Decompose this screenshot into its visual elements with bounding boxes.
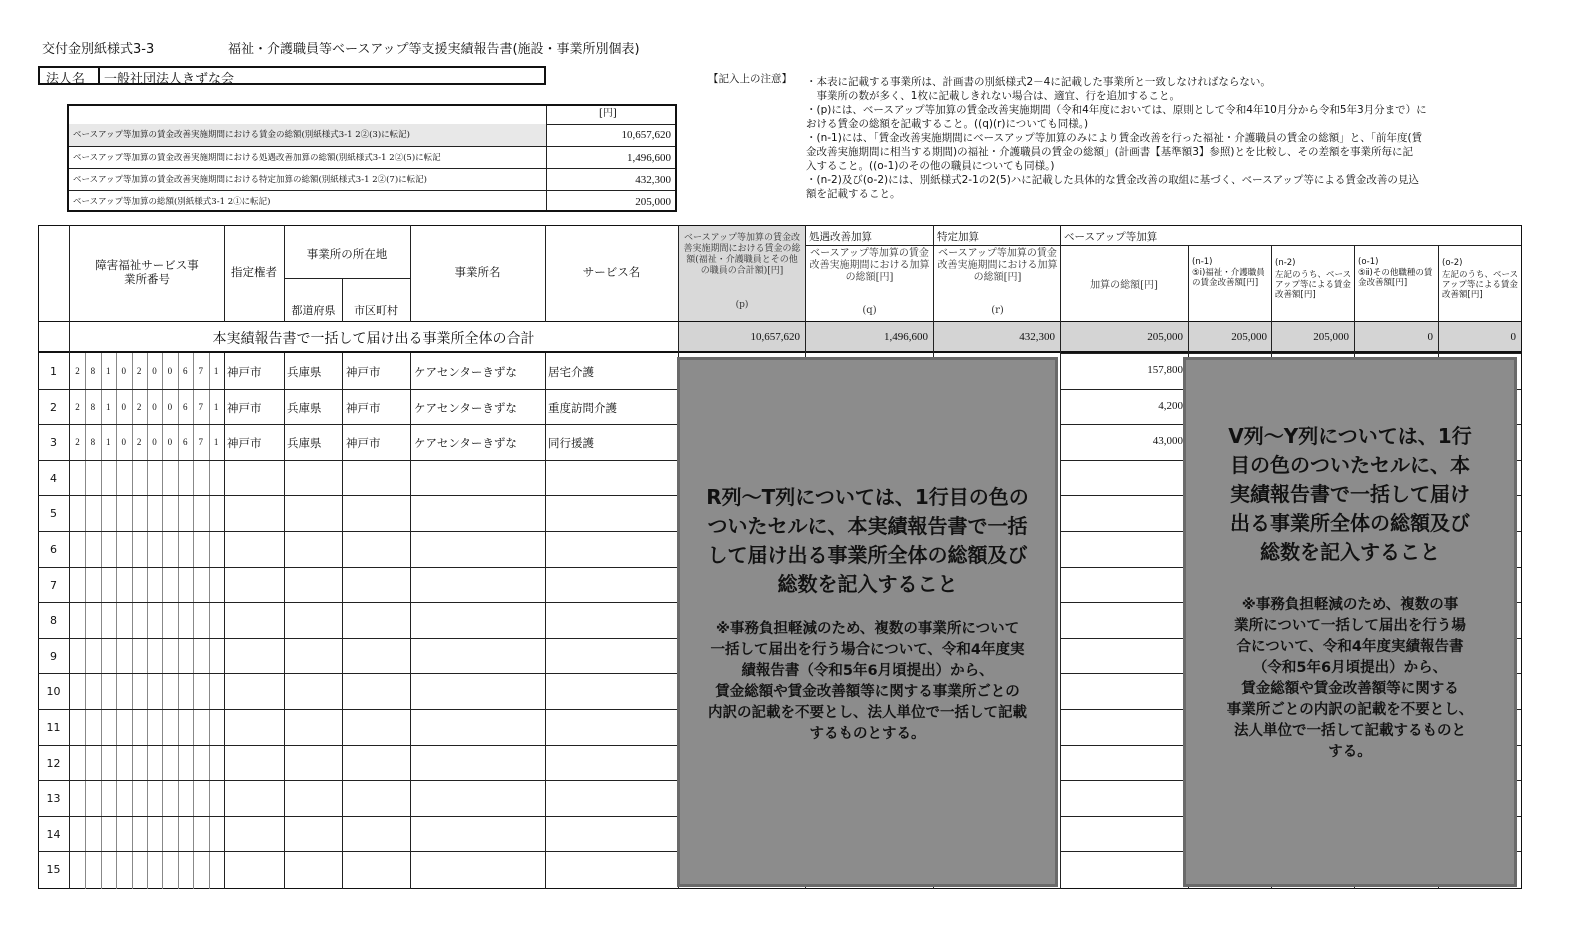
service-number-digit[interactable]: 1 xyxy=(106,437,111,448)
row-number: 8 xyxy=(50,614,57,628)
prefecture-cell[interactable]: 兵庫県 xyxy=(287,436,322,451)
header-n2: 左記のうち、ベースアップ等による賃金改善額[円] xyxy=(1275,270,1352,300)
note-line: 金改善実施期間に相当する期間)の福祉・介護職員の賃金の総額」(計画書【基準額3】参照)とを比較し、その差額を事業所毎に記 xyxy=(806,146,1413,158)
summary-value-3: 432,300 xyxy=(635,174,671,186)
service-number-digit[interactable]: 2 xyxy=(75,401,80,412)
table-row xyxy=(38,673,678,709)
table-row xyxy=(38,531,678,567)
header-r-code: (r) xyxy=(991,305,1004,316)
service-number-digit[interactable]: 2 xyxy=(75,437,80,448)
header-n2-code: (n-2) xyxy=(1275,258,1296,268)
total-n1[interactable]: 205,000 xyxy=(1231,331,1267,343)
overlay-left-sub-line: 賃金総額や賃金改善額等に関する事業所ごとの xyxy=(715,684,1020,700)
service-number-digit[interactable]: 7 xyxy=(198,401,203,412)
total-r[interactable]: 432,300 xyxy=(1019,331,1055,343)
total-p[interactable]: 10,657,620 xyxy=(750,331,800,343)
designator-cell[interactable]: 神戸市 xyxy=(227,365,262,379)
row-number: 1 xyxy=(50,365,57,378)
header-o2-code: (o-2) xyxy=(1442,258,1463,268)
row-number: 7 xyxy=(50,578,57,592)
note-line: ・本表に記載する事業所は、計画書の別紙様式2－4に記載した事業所と一致しなければならない。 xyxy=(806,76,1271,88)
service-number-digit[interactable]: 1 xyxy=(106,366,111,376)
header-city: 市区町村 xyxy=(354,304,398,317)
service-number-digit[interactable]: 8 xyxy=(90,401,96,412)
total-o2[interactable]: 0 xyxy=(1510,331,1516,343)
service-name-cell[interactable]: 重度訪問介護 xyxy=(548,400,617,415)
header-prefecture: 都道府県 xyxy=(291,304,336,317)
city-cell[interactable]: 神戸市 xyxy=(346,436,381,451)
summary-label-4: ベースアップ等加算の総額(別紙様式3-1 2①に転記) xyxy=(73,197,271,207)
header-q-group: 処遇改善加算 xyxy=(809,231,872,243)
total-row-label: 本実績報告書で一括して届け出る事業所全体の合計 xyxy=(212,331,535,347)
corp-name-field[interactable] xyxy=(38,66,546,85)
overlay-left-main-line: ついたセルに、本実績報告書で一括 xyxy=(707,514,1028,538)
row-number: 2 xyxy=(50,400,57,414)
header-service-number: 障害福祉サービス事業所番号 xyxy=(95,258,199,286)
city-cell[interactable]: 神戸市 xyxy=(346,365,381,379)
table-row xyxy=(38,638,678,674)
service-number-digit[interactable]: 6 xyxy=(183,401,188,412)
summary-value-4: 205,000 xyxy=(635,196,671,208)
note-line: ・(p)には、ベースアップ等加算の賃金改善実施期間（令和4年度においては、原則として令和4年10月分から令和5年3月分まで）に xyxy=(806,104,1427,116)
service-number-digit[interactable]: 1 xyxy=(213,401,219,412)
header-n1: ⑤ⅰ)福祉・介護職員の賃金改善額[円] xyxy=(1192,268,1265,288)
note-line: 事業所の数が多く、1枚に記載しきれない場合は、適宜、行を追加すること。 xyxy=(806,90,1180,102)
service-number-digit[interactable]: 8 xyxy=(90,437,96,448)
row-number: 6 xyxy=(50,543,57,556)
total-bu[interactable]: 205,000 xyxy=(1147,331,1183,343)
header-bu-group: ベースアップ等加算 xyxy=(1064,231,1158,243)
header-bu-total: 加算の総額[円] xyxy=(1090,280,1158,291)
overlay-right-sub-line: 法人単位で一括して記載するものと xyxy=(1234,723,1466,739)
overlay-left-sub-line: するものとする。 xyxy=(809,726,926,742)
summary-label-1: ベースアップ等加算の賃金改善実施期間における賃金の総額(別紙様式3-1 2②(3)に転記) xyxy=(73,130,410,140)
note-line: ・(n-1)には、「賃金改善実施期間にベースアップ等加算のみにより賃金改善を行った福祉・介護職員の賃金の総額」と、「前年度(賃 xyxy=(806,132,1423,144)
note-overlay-right xyxy=(1183,357,1517,887)
service-name-cell[interactable]: 居宅介護 xyxy=(548,365,594,379)
overlay-left-main-line: 総数を記入すること xyxy=(777,572,958,596)
header-p-code: (p) xyxy=(735,300,749,310)
table-row xyxy=(38,495,678,531)
designator-cell[interactable]: 神戸市 xyxy=(227,436,262,451)
service-number-digit[interactable]: 1 xyxy=(213,366,219,376)
total-o1[interactable]: 0 xyxy=(1427,331,1433,343)
table-row xyxy=(38,460,678,496)
service-number-digit[interactable]: 6 xyxy=(183,437,188,448)
note-line: おける賃金の総額を記載すること。((q)(r)についても同様。) xyxy=(806,118,1089,130)
table-row xyxy=(38,851,678,887)
prefecture-cell[interactable]: 兵庫県 xyxy=(287,400,322,415)
service-number-digit[interactable]: 7 xyxy=(198,437,203,448)
prefecture-cell[interactable]: 兵庫県 xyxy=(287,365,322,379)
overlay-right-sub-line: 合について、令和4年度実績報告書 xyxy=(1236,639,1464,655)
service-number-digit[interactable]: 0 xyxy=(152,366,157,376)
table-row xyxy=(38,745,678,781)
summary-value-1: 10,657,620 xyxy=(621,129,671,141)
header-o2: 左記のうち、ベースアップ等による賃金改善額[円] xyxy=(1442,270,1519,300)
service-number-digit[interactable]: 8 xyxy=(90,366,96,376)
row-number: 15 xyxy=(46,863,61,877)
overlay-left-sub-line: ※事務負担軽減のため、複数の事業所について xyxy=(715,621,1020,637)
overlay-left-main-line: R列～T列については、1行目の色の xyxy=(706,485,1029,509)
overlay-right-sub-line: 賃金総額や賃金改善額等に関する xyxy=(1241,681,1459,697)
service-number-digit[interactable]: 1 xyxy=(106,401,111,412)
overlay-right-main-line: V列～Y列については、1行 xyxy=(1228,424,1472,448)
row-number: 12 xyxy=(46,756,61,770)
bu-total-cell[interactable]: 43,000 xyxy=(1152,435,1183,448)
table-row xyxy=(38,709,678,745)
page-title: 福祉・介護職員等ベースアップ等支援実績報告書(施設・事業所別個表) xyxy=(228,42,640,57)
note-line: 入すること。((o-1)のその他の職員についても同様。) xyxy=(806,160,1055,172)
overlay-right-sub-line: 事業所ごとの内訳の記載を不要とし、 xyxy=(1226,702,1474,718)
row-number: 13 xyxy=(46,792,61,806)
overlay-right-sub-line: する。 xyxy=(1328,744,1372,760)
service-name-cell[interactable]: 同行援護 xyxy=(548,436,594,451)
summary-label-2: ベースアップ等加算の賃金改善実施期間における処遇改善加算の総額(別紙様式3-1 2②(5)に転記 xyxy=(73,153,441,163)
service-number-digit[interactable]: 2 xyxy=(136,366,142,376)
header-location: 事業所の所在地 xyxy=(306,247,388,261)
notes-block xyxy=(806,75,1427,201)
service-number-digit[interactable]: 2 xyxy=(136,437,142,448)
row-number: 14 xyxy=(46,827,61,841)
header-o1: ⑤ⅱ)その他職種の賃金改善額[円] xyxy=(1358,268,1433,288)
total-n2[interactable]: 205,000 xyxy=(1313,331,1349,343)
office-name-cell[interactable]: ケアセンターきずな xyxy=(414,436,517,451)
service-number-digit[interactable]: 2 xyxy=(136,401,142,412)
header-p: ベースアップ等加算の賃金改善実施期間における賃金の総額(福祉・介護職員とその他の職員の合計額)[円] xyxy=(683,233,801,276)
row-number: 11 xyxy=(46,721,61,734)
form-id: 交付金別紙様式3-3 xyxy=(42,42,155,57)
overlay-right-sub-line: 業所について一括して届出を行う場 xyxy=(1234,618,1466,634)
notes-label: 【記入上の注意】 xyxy=(708,73,792,85)
overlay-left-main-line: して届け出る事業所全体の総額及び xyxy=(707,543,1028,567)
service-number-digit[interactable]: 2 xyxy=(75,366,80,376)
header-service-name: サービス名 xyxy=(582,265,641,279)
table-row xyxy=(38,780,678,816)
service-number-digit[interactable]: 0 xyxy=(121,366,126,376)
overlay-right-main-line: 総数を記入すること xyxy=(1260,540,1440,564)
note-overlay-left xyxy=(677,357,1058,887)
overlay-right-main-line: 実績報告書で一括して届け xyxy=(1230,482,1470,506)
table-row xyxy=(38,567,678,603)
total-q[interactable]: 1,496,600 xyxy=(884,331,928,343)
bu-total-cell[interactable]: 157,800 xyxy=(1147,364,1183,376)
header-office-name: 事業所名 xyxy=(454,265,501,279)
table-row xyxy=(38,816,678,852)
service-number-digit[interactable]: 0 xyxy=(121,401,126,412)
row-number: 5 xyxy=(50,507,57,521)
header-q: ベースアップ等加算の賃金改善実施期間における加算の総額[円] xyxy=(809,248,930,283)
corp-name: 一般社団法人きずな会 xyxy=(104,72,235,87)
note-line: ・(n-2)及び(o-2)には、別紙様式2-1の2(5)ハに記載した具体的な賃金改善の取組に基づく、ベースアップ等による賃金改善の見込 xyxy=(806,174,1419,186)
row-number: 9 xyxy=(50,649,57,663)
overlay-right-sub-line: ※事務負担軽減のため、複数の事 xyxy=(1241,597,1459,613)
office-name-cell[interactable]: ケアセンターきずな xyxy=(414,365,517,379)
row-number: 4 xyxy=(50,471,57,485)
note-line: 額を記載すること。 xyxy=(806,188,901,200)
service-number-digit[interactable]: 0 xyxy=(167,401,173,412)
overlay-right-main-line: 出る事業所全体の総額及び xyxy=(1230,511,1470,535)
service-number-digit[interactable]: 6 xyxy=(183,366,188,376)
row-number: 3 xyxy=(50,436,57,450)
summary-value-2: 1,496,600 xyxy=(627,152,671,164)
summary-label-3: ベースアップ等加算の賃金改善実施期間における特定加算の総額(別紙様式3-1 2②(7)に転記) xyxy=(73,175,427,185)
row-number: 10 xyxy=(46,685,61,699)
table-row xyxy=(38,602,678,638)
overlay-right-sub-line: （令和5年6月頃提出）から、 xyxy=(1252,660,1448,676)
overlay-left-sub-line: 内訳の記載を不要とし、法人単位で一括して記載 xyxy=(708,705,1027,721)
header-q-code: (q) xyxy=(862,305,877,316)
service-number-digit[interactable]: 0 xyxy=(152,401,157,412)
service-number-digit[interactable]: 0 xyxy=(167,437,173,448)
service-number-digit[interactable]: 0 xyxy=(167,366,173,376)
overlay-right-main-line: 目の色のついたセルに、本 xyxy=(1230,453,1470,477)
corp-label: 法人名 xyxy=(46,72,86,87)
overlay-left-sub-line: 績報告書（令和5年6月頃提出）から、 xyxy=(741,663,994,679)
bu-total-cell[interactable]: 4,200 xyxy=(1158,399,1183,412)
header-r: ベースアップ等加算の賃金改善実施期間における加算の総額[円] xyxy=(937,248,1058,283)
service-number-digit[interactable]: 0 xyxy=(152,437,157,448)
service-number-digit[interactable]: 7 xyxy=(198,366,203,376)
service-number-digit[interactable]: 1 xyxy=(213,437,219,448)
city-cell[interactable]: 神戸市 xyxy=(346,400,381,415)
header-o1-code: (o-1) xyxy=(1358,257,1379,267)
header-n1-code: (n-1) xyxy=(1192,257,1213,267)
header-designator: 指定権者 xyxy=(231,265,277,279)
summary-table xyxy=(67,104,677,212)
overlay-left-sub-line: 一括して届出を行う場合について、令和4年度実 xyxy=(710,642,1025,658)
service-number-digit[interactable]: 0 xyxy=(121,437,126,448)
designator-cell[interactable]: 神戸市 xyxy=(227,400,262,415)
summary-unit: [円] xyxy=(599,108,617,119)
header-r-group: 特定加算 xyxy=(937,231,979,243)
office-name-cell[interactable]: ケアセンターきずな xyxy=(414,400,517,415)
